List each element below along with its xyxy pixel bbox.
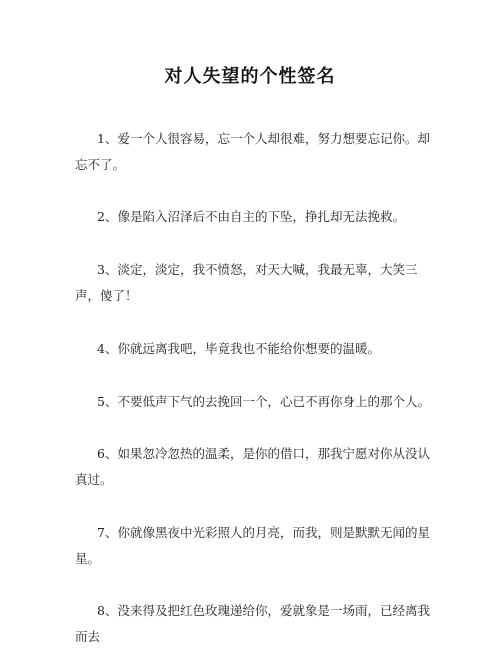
- list-item: 7、你就像黑夜中光彩照人的月亮，而我，则是默默无闻的星星。: [75, 525, 430, 566]
- page-title: 对人失望的个性签名: [164, 66, 336, 87]
- list-item: 8、没来得及把红色玫瑰递给你，爱就象是一场雨，已经离我而去: [75, 603, 430, 644]
- list-item: 2、像是陷入沼泽后不由自主的下坠，挣扎却无法挽救。: [97, 209, 405, 224]
- list-item: 3、淡定，淡定，我不愤怒，对天大喊，我最无辜，大笑三声，傻了！: [75, 262, 418, 303]
- list-item: 1、爱一个人很容易，忘一个人却很难，努力想要忘记你。却忘不了。: [75, 131, 430, 172]
- list-item: 6、如果忽冷忽热的温柔，是你的借口，那我宁愿对你从没认真过。: [75, 446, 430, 487]
- list-item: 5、不要低声下气的去挽回一个，心已不再你身上的那个人。: [97, 394, 430, 409]
- list-item: 4、你就远离我吧，毕竟我也不能给你想要的温暖。: [97, 341, 380, 356]
